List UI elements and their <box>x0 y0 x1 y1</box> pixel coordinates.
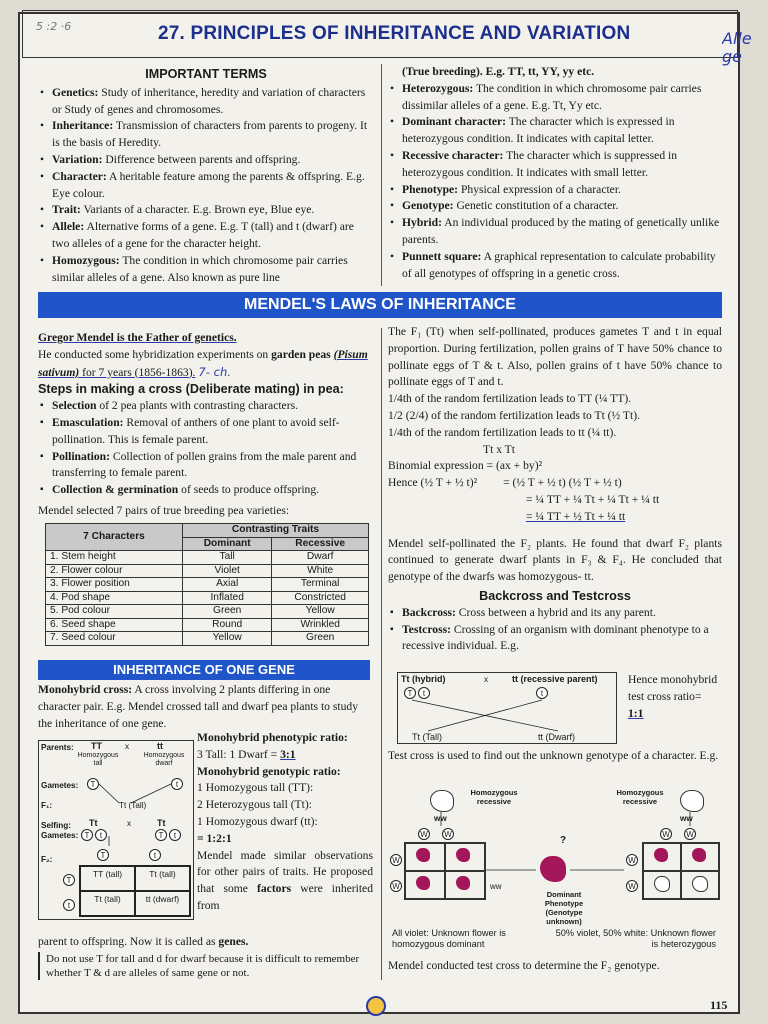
experiment-text: He conducted some hybridization experiments on garden peas (Pisum sativum) for 7 years (1856-1863). 7- ch. <box>38 347 368 379</box>
ww-label: ww <box>434 814 447 823</box>
mendel-intro <box>38 330 374 520</box>
homozygous-recessive-label: Homozygous recessive <box>616 788 664 806</box>
step-item: ▪ Selection of 2 pea plants with contrasting characters. <box>38 398 374 415</box>
gamete-circle: T <box>155 829 167 841</box>
true-breeding-line: (True breeding). E.g. TT, tt, YY, yy etc. <box>402 65 595 78</box>
gamete-circle: T <box>404 687 416 699</box>
term-item: • Trait: Variants of a character. E.g. Brown eye, Blue eye. <box>38 202 374 219</box>
column-divider <box>381 328 382 980</box>
homozygous-dwarf-label: Homozygous dwarf <box>143 752 185 767</box>
selected-text: Mendel selected 7 pairs of true breeding pea varieties: <box>38 503 290 517</box>
page-header-box <box>22 10 738 58</box>
term-item: • Homozygous: The condition in which chromosome pair carries similar alleles of a gene. Also known as pure line <box>38 253 374 287</box>
monohybrid-diagram <box>38 740 194 920</box>
testcross-item: ▪ Testcross: Crossing of an organism with dominant phenotype to a recessive individual. E.g. <box>388 622 722 656</box>
handwritten-margin-note: Alle ge <box>722 30 752 66</box>
col-characters: 7 Characters <box>46 524 183 551</box>
steps-heading: Steps in making a cross (Deliberate mating) in pea: <box>38 382 344 397</box>
gamete-circle: t <box>169 829 181 841</box>
gamete-circle: t <box>63 899 75 911</box>
term-item: • Dominant character: The character which is expressed in heterozygous condition. It indicates with capital letter. <box>388 114 722 148</box>
term-item: • Phenotype: Physical expression of a character. <box>388 182 722 199</box>
gamete-circle: W <box>684 828 696 840</box>
cross-sign: x <box>484 675 489 684</box>
gamete-circle: W <box>442 828 454 840</box>
term-item: • Genotype: Genetic constitution of a character. <box>388 198 722 215</box>
f2-label: F₂: <box>41 855 53 864</box>
gamete-circle: T <box>97 849 109 861</box>
f1-label: F₁: <box>41 801 53 810</box>
col-recessive: Recessive <box>272 537 369 551</box>
col-contrasting: Contrasting Traits <box>183 524 369 538</box>
gamete-circle: T <box>81 829 93 841</box>
dominant-phenotype-label: Dominant Phenotype (Genotype unknown) <box>544 890 584 926</box>
ww-arrow-label: ww <box>490 882 502 891</box>
pencil-note: 5 :2 ·6 <box>36 20 72 33</box>
important-terms-left <box>38 66 374 286</box>
ww-label: ww <box>680 814 693 823</box>
parent-tt-dwarf: tt <box>157 741 163 751</box>
selfing-tt: Tt <box>157 818 166 828</box>
table-row: 6. Seed shape Round Wrinkled <box>46 618 369 632</box>
caption-right: 50% violet, 50% white: Unknown flower is heterozygous <box>555 928 716 949</box>
backcross-heading: Backcross and Testcross <box>479 588 631 603</box>
punnett-cell: tt (dwarf) <box>135 891 190 916</box>
table-row: 1. Stem height Tall Dwarf <box>46 551 369 565</box>
monohybrid-cross-text: Monohybrid cross: A cross involving 2 plants differing in one character pair. E.g. Mendel crossed tall and dwarf pea plants to study the inheritance of one gene. <box>38 683 359 730</box>
mascot-icon <box>366 996 386 1016</box>
f1-value: Tt (Tall) <box>119 801 147 810</box>
gamete-circle: t <box>171 778 183 790</box>
term-item: • Allele: Alternative forms of a gene. E.g. T (tall) and t (dwarf) are two alleles of a gene for the character height. <box>38 219 374 253</box>
col-dominant: Dominant <box>183 537 272 551</box>
monohybrid-ratios: Monohybrid phenotypic ratio: 3 Tall: 1 Dwarf = 3:1 Monohybrid genotypic ratio: 1 Homozygous tall (TT): 2 Heterozygous tall (Tt): 1 Homozygous dwarf (tt): = 1:2:1 Mendel made similar observations for other pairs of traits. He proposed that some factors were inherited from <box>197 731 374 912</box>
punnett-cell: Tt (tall) <box>80 891 135 916</box>
table-row: 2. Flower colour Violet White <box>46 564 369 578</box>
homozygous-recessive-label: Homozygous recessive <box>470 788 518 806</box>
term-item: • Hybrid: An individual produced by the mating of genetically unlike parents. <box>388 215 722 249</box>
column-divider <box>381 64 382 286</box>
testcross-use-text: Test cross is used to find out the unknown genotype of a character. E.g. <box>388 749 719 762</box>
selfing-label: Selfing: <box>41 821 72 830</box>
term-item: • Genetics: Study of inheritance, heredity and variation of characters or Study of genes and chromosomes. <box>38 85 374 119</box>
gamete-circle: W <box>626 854 638 866</box>
step-item: ▪ Collection & germination of seeds to produce offspring. <box>38 482 374 499</box>
mendel-laws-banner: MENDEL'S LAWS OF INHERITANCE <box>38 292 722 318</box>
cross-sign: x <box>125 742 130 751</box>
gamete-circle: W <box>626 880 638 892</box>
seven-characters-table <box>45 523 369 646</box>
term-item: • Inheritance: Transmission of characters from parents to progeny. It is the basis of Heredity. <box>38 118 374 152</box>
term-item: • Recessive character: The character which is suppressed in heterozygous condition. It indicates with small letter. <box>388 148 722 182</box>
genes-text: parent to offspring. Now it is called as genes. Do not use T for tall and d for dwarf because it is difficult to remember whether T & d are alleles of same gene or not. <box>38 934 374 980</box>
one-gene-banner: INHERITANCE OF ONE GENE <box>38 660 370 680</box>
important-terms-right <box>388 64 722 282</box>
punnett-cell: Tt (tall) <box>135 866 190 891</box>
caption-left: All violet: Unknown flower is homozygous dominant <box>392 928 506 949</box>
gamete-circle: t <box>536 687 548 699</box>
testcross-flower-figure <box>390 786 720 926</box>
question-mark: ? <box>560 835 567 846</box>
backcross-item: ▪ Backcross: Cross between a hybrid and its any parent. <box>388 605 722 622</box>
term-item: • Heterozygous: The condition in which chromosome pair carries dissimilar alleles of a gene. E.g. Tt, Yy etc. <box>388 81 722 115</box>
step-item: ▪ Pollination: Collection of pollen grains from the male parent and transferring to female parent. <box>38 449 374 483</box>
gamete-circle: T <box>63 874 75 886</box>
tc-dwarf: tt (Dwarf) <box>538 732 575 742</box>
gamete-circle: t <box>418 687 430 699</box>
tc-hybrid: Tt (hybrid) <box>401 674 446 684</box>
important-terms-heading: IMPORTANT TERMS <box>145 67 267 81</box>
tc-recessive: tt (recessive parent) <box>512 674 598 684</box>
gamete-circle: W <box>390 854 402 866</box>
gamete-circle: W <box>660 828 672 840</box>
term-item: • Punnett square: A graphical representation to calculate probability of all genotypes of offspring in a genetic cross. <box>388 249 722 283</box>
gamete-circle: t <box>149 849 161 861</box>
parents-label: Parents: <box>41 743 74 752</box>
note-box: Do not use T for tall and d for dwarf because it is difficult to remember whether T & d are alleles of same gene or not. <box>38 952 374 980</box>
f1-selfing-text: The F₁ (Tt) when self-pollinated, produces gametes T and t in equal proportion. During fertilization, pollen grains of T have 50% chance to pollinate eggs of T & t. Also, pollen grains of t have 50% chance to pollinate eggs of T and t. 1/4th of the random fertilization leads to TT (¼ TT). 1/2 (2/4) of the random fertilization leads to Tt (½ Tt). 1/4th of the random fertilization leads to tt (¼ tt). Tt x Tt Binomial expression = (ax + by)² Hence (½ T + ½ t)² = (½ T + ½ t) (½ T + ½ t) = ¼ TT + ¼ Tt + ¼ Tt + ¼ tt = ¼ TT + ½ Tt + ¼ tt Mendel self-pollinated the F₂ plants. He found that dwarf F₂ plants continued to generate dwarf plants in F₃ & F₄. He concluded that genotype of the dwarfs was homozygous- tt. Backcross and Testcross ▪ Backcross: Cross between a hybrid and its any parent. ▪ Testcross: Crossing of an organism with dominant phenotype to a recessive individual. E.g. <box>388 324 722 655</box>
table-row: 4. Pod shape Inflated Constricted <box>46 591 369 605</box>
gametes-label: Gametes: <box>41 781 79 790</box>
gametes-label: Gametes: <box>41 831 79 840</box>
term-item: • Character: A heritable feature among the parents & offspring. E.g. Eye colour. <box>38 169 374 203</box>
arrows <box>390 786 720 926</box>
tc-tall: Tt (Tall) <box>412 732 442 742</box>
punnett-square <box>79 865 191 917</box>
father-of-genetics: Gregor Mendel is the Father of genetics. <box>38 331 237 344</box>
cross-sign: x <box>127 819 132 828</box>
table-row: 7. Seed colour Yellow Green <box>46 632 369 646</box>
chapter-title: 27. PRINCIPLES OF INHERITANCE AND VARIATION <box>158 23 631 44</box>
term-item: • Variation: Difference between parents and offspring. <box>38 152 374 169</box>
table-row: 3. Flower position Axial Terminal <box>46 578 369 592</box>
table-row: 5. Pod colour Green Yellow <box>46 605 369 619</box>
parent-tt: TT <box>91 741 102 751</box>
testcross-diagram <box>397 672 617 744</box>
gamete-circle: T <box>87 778 99 790</box>
gamete-circle: t <box>95 829 107 841</box>
selfing-tt: Tt <box>89 818 98 828</box>
last-line: Mendel conducted test cross to determine the F₂ genotype. <box>388 959 660 972</box>
homozygous-tall-label: Homozygous tall <box>77 752 119 767</box>
gamete-circle: W <box>418 828 430 840</box>
page-number: 115 <box>710 998 728 1012</box>
gamete-circle: W <box>390 880 402 892</box>
testcross-ratio: Hence monohybrid test cross ratio= 1:1 <box>628 673 718 720</box>
punnett-cell: TT (tall) <box>80 866 135 891</box>
step-item: ▪ Emasculation: Removal of anthers of one plant to avoid self-pollination. This is female parent. <box>38 415 374 449</box>
